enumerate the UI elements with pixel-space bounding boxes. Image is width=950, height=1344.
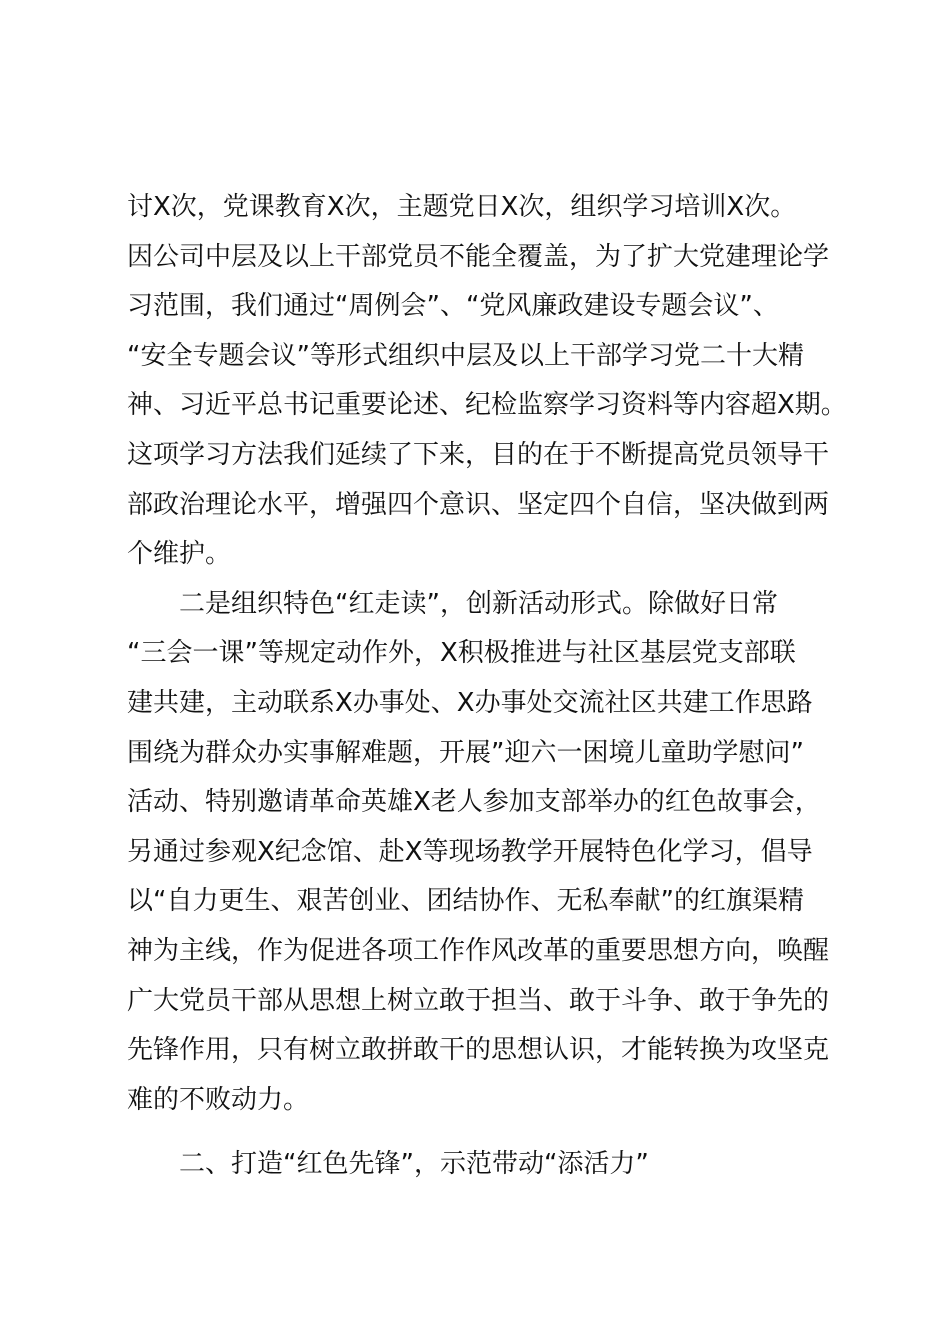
text-line: 围绕为群众办实事解难题，开展”迎六一困境儿童助学慰问”	[127, 737, 804, 768]
text-line: 这项学习方法我们延续了下来，目的在于不断提高党员领导干	[127, 439, 830, 470]
text-line: 习范围，我们通过“周例会”、“党风廉政建设专题会议”、	[127, 291, 779, 322]
text-line: 个维护。	[127, 539, 232, 570]
text-line: 因公司中层及以上干部党员不能全覆盖，为了扩大党建理论学	[127, 241, 830, 272]
text-line: 神为主线，作为促进各项工作作风改革的重要思想方向，唤醒	[127, 935, 830, 966]
paragraph-first-line: 二是组织特色“红走读”，创新活动形式。除做好日常	[179, 588, 778, 619]
text-line: 难的不败动力。	[127, 1084, 310, 1115]
section-heading: 二、打造“红色先锋”，示范带动“添活力”	[179, 1149, 649, 1180]
text-line: 先锋作用，只有树立敢拼敢干的思想认识，才能转换为攻坚克	[127, 1035, 830, 1066]
text-line: “安全专题会议”等形式组织中层及以上干部学习党二十大精	[127, 340, 804, 371]
text-line: 部政治理论水平，增强四个意识、坚定四个自信，坚决做到两	[127, 489, 830, 520]
text-line: 建共建，主动联系X办事处、X办事处交流社区共建工作思路	[127, 687, 813, 718]
text-line: “三会一课”等规定动作外，X积极推进与社区基层党支部联	[127, 638, 796, 669]
text-line: 讨X次，党课教育X次，主题党日X次，组织学习培训X次。	[127, 192, 797, 222]
document-body	[127, 183, 847, 1190]
text-line: 活动、特别邀请革命英雄X老人参加支部举办的红色故事会，	[127, 787, 821, 818]
text-line: 另通过参观X纪念馆、赴X等现场教学开展特色化学习，倡导	[127, 836, 813, 867]
text-line: 神、习近平总书记重要论述、纪检监察学习资料等内容超X期。	[127, 390, 847, 421]
text-line: 以“自力更生、艰苦创业、团结协作、无私奉献”的红旗渠精	[127, 886, 804, 917]
text-line: 广大党员干部从思想上树立敢于担当、敢于斗争、敢于争先的	[127, 985, 830, 1016]
